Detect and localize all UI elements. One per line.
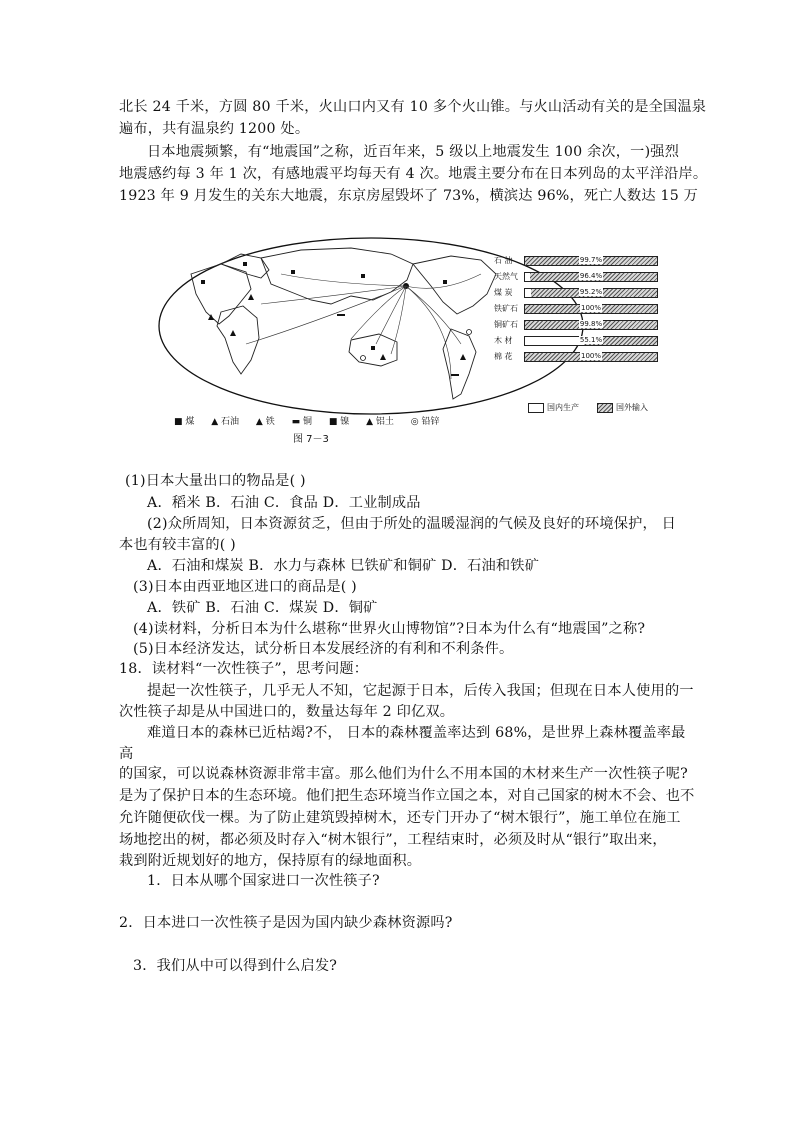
bar-row <box>490 320 670 330</box>
legend-iron: ▲ 铁 <box>255 417 275 427</box>
bar-value-label: 95.2% <box>579 288 603 296</box>
bar-category-label: 铁矿石 <box>494 304 518 313</box>
legend-label-import: 国外输入 <box>616 403 648 412</box>
paragraph-line: 的国家，可以说森林资源非常丰富。那么他们为什么不用本国的木材来生产一次性筷子呢? <box>119 766 688 782</box>
legend-oil: ▲ 石油 <box>211 417 240 427</box>
bar-value-label: 100% <box>580 304 601 312</box>
sub-question-3: 3．我们从中可以得到什么启发? <box>133 958 338 974</box>
paragraph-line: 1923 年 9 月发生的关东大地震，东京房屋毁坏了 73%，横滨达 96%，死亡人数达 15 万 <box>119 188 699 204</box>
legend-label-domestic: 国内生产 <box>547 403 579 412</box>
sub-question-1: 1．日本从哪个国家进口一次性筷子? <box>147 873 380 889</box>
question-2-options: A．石油和煤炭 B．水力与森林 巳铁矿和铜矿 D．石油和铁矿 <box>147 558 540 574</box>
bar-category-label: 棉 花 <box>494 352 513 361</box>
bar-track <box>524 320 658 330</box>
paragraph-line: 栽到附近规划好的地方，保持原有的绿地面积。 <box>119 853 422 869</box>
section-18-heading: 18．读材料“一次性筷子”，思考问题： <box>119 661 369 677</box>
paragraph-line: 地震感约每 3 年 1 次，有感地震平均每天有 4 次。地震主要分布在日本列岛的太平洋沿岸。 <box>119 166 708 182</box>
bar-value-label: 96.4% <box>579 272 603 280</box>
paragraph-line: 允许随便砍伐一棵。为了防止建筑毁掉树木，还专门开办了“树木银行”，施工单位在施工 <box>119 810 681 826</box>
legend-nickel: ■ 镍 <box>328 417 350 427</box>
chart-legend <box>528 402 648 413</box>
bar-value-label: 99.8% <box>579 320 603 328</box>
bar-row <box>490 272 670 282</box>
bar-category-label: 石 油 <box>494 256 513 265</box>
question-3-options: A．铁矿 B．石油 C．煤炭 D．铜矿 <box>147 600 378 616</box>
import-dependency-chart <box>490 256 670 416</box>
paragraph-line: 遍布，共有温泉约 1200 处。 <box>119 121 310 137</box>
bar-row <box>490 304 670 314</box>
legend-copper: ▬ 铜 <box>291 417 312 427</box>
bar-category-label: 铜矿石 <box>494 320 518 329</box>
figure-caption: 图 7－3 <box>293 434 329 445</box>
question-3: (3)日本由西亚地区进口的商品是( ) <box>133 579 357 595</box>
bar-track <box>524 272 658 282</box>
bar-track <box>524 352 658 362</box>
bar-row <box>490 352 670 362</box>
legend-swatch-domestic <box>528 403 544 413</box>
bar-row <box>490 288 670 298</box>
sub-question-2: 2．日本进口一次性筷子是因为国内缺少森林资源吗? <box>119 915 453 931</box>
paragraph-line: 日本地震频繁，有“地震国”之称，近百年来，5 级以上地震发生 100 余次，一)强烈 <box>147 144 680 160</box>
bar-value-label: 99.7% <box>579 256 603 264</box>
paragraph-line: 北长 24 千米，方圆 80 千米，火山口内又有 10 多个火山锥。与火山活动有关的是全国温泉 <box>119 99 707 115</box>
legend-bauxite: ▲ 铝土 <box>366 417 394 427</box>
bar-track <box>524 256 658 266</box>
question-4: (4)读材料，分析日本为什么堪称“世界火山博物馆”?日本为什么有“地震国”之称? <box>133 621 646 637</box>
legend-lead-zinc: ◎ 铅锌 <box>410 417 440 427</box>
question-2-cont: 本也有较丰富的( ) <box>119 537 236 553</box>
paragraph-line: 提起一次性筷子，几乎无人不知，它起源于日本，后传入我国；但现在日本人使用的一 <box>147 683 694 699</box>
legend-swatch-import <box>597 403 613 413</box>
map-legend <box>174 414 474 427</box>
question-1: (1)日本大量出口的物品是( ) <box>125 473 306 489</box>
paragraph-line: 是为了保护日本的生态环境。他们把生态环境当作立国之本，对自己国家的树木不会、也不 <box>119 788 695 804</box>
paragraph-line: 次性筷子却是从中国进口的，数量达每年 2 印亿双。 <box>119 704 455 720</box>
bar-row <box>490 336 670 346</box>
bar-value-label: 100% <box>580 352 601 360</box>
bar-value-label: 55.1% <box>579 336 603 344</box>
bar-track <box>524 336 658 346</box>
bar-category-label: 天然气 <box>494 272 518 281</box>
bar-track <box>524 288 658 298</box>
question-5: (5)日本经济发达，试分析日本发展经济的有利和不利条件。 <box>133 641 514 657</box>
figure-7-3 <box>118 228 678 448</box>
legend-coal: ■ 煤 <box>174 417 195 427</box>
paragraph-line: 高 <box>119 746 134 762</box>
bar-track <box>524 304 658 314</box>
bar-category-label: 木 材 <box>494 336 513 345</box>
paragraph-line: 场地挖出的树，都必须及时存入“树木银行”，工程结束时，必须及时从“银行”取出来， <box>119 832 667 848</box>
bar-category-label: 煤 炭 <box>494 288 513 297</box>
question-2: (2)众所周知，日本资源贫乏，但由于所处的温暖湿润的气候及良好的环境保护， 日 <box>147 516 676 532</box>
question-1-options: A．稻米 B．石油 C．食品 D．工业制成品 <box>147 495 421 511</box>
bar-row <box>490 256 670 266</box>
paragraph-line: 难道日本的森林已近枯竭?不， 日本的森林覆盖率达到 68%，是世界上森林覆盖率最 <box>147 725 686 741</box>
